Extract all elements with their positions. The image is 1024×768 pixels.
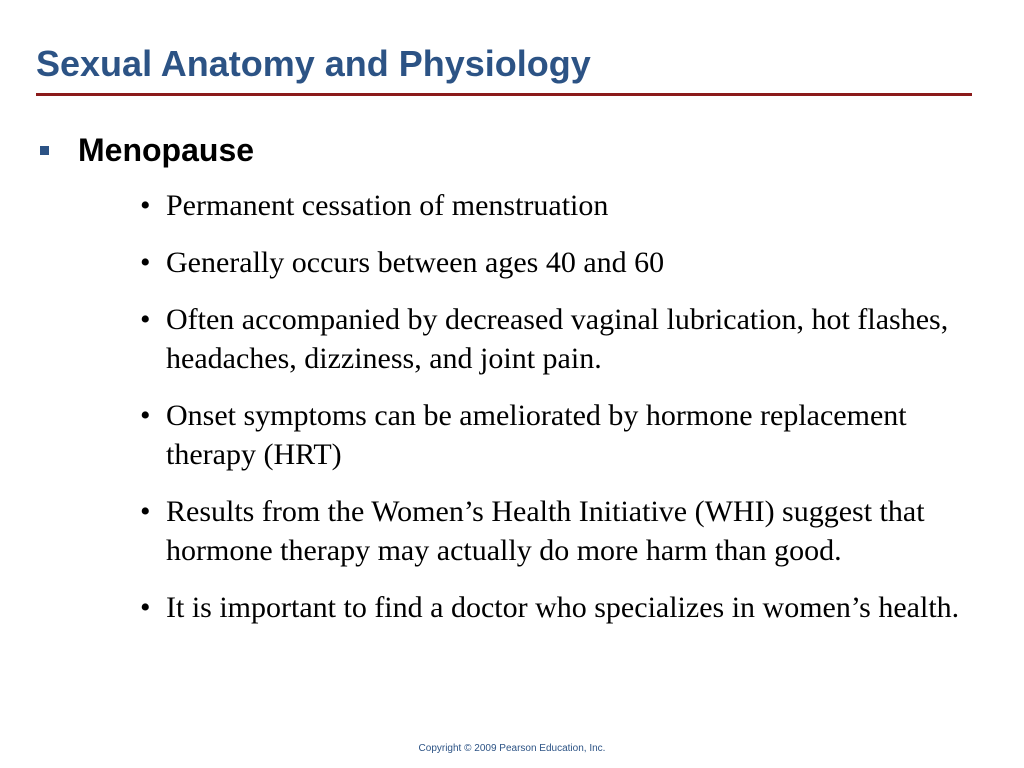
bullet-text: It is important to find a doctor who specializes in women’s health. — [166, 591, 960, 624]
bullet-dot-icon: • — [140, 189, 151, 222]
slide-title: Sexual Anatomy and Physiology — [36, 43, 591, 84]
bullet-item — [140, 243, 980, 282]
bullet-item — [140, 300, 980, 378]
bullet-text: Onset symptoms can be ameliorated by hormone replacement therapy (HRT) — [166, 399, 907, 471]
bullet-dot-icon: • — [140, 399, 151, 432]
bullet-text: Generally occurs between ages 40 and 60 — [166, 246, 665, 279]
bullet-text: Results from the Women’s Health Initiative (WHI) suggest that hormone therapy may actually do more harm than good. — [166, 495, 925, 567]
bullet-dot-icon: • — [140, 591, 151, 624]
bullet-list — [140, 186, 980, 645]
copyright-footer: Copyright © 2009 Pearson Education, Inc. — [418, 743, 606, 754]
bullet-item — [140, 492, 980, 570]
bullet-text: Permanent cessation of menstruation — [166, 189, 609, 222]
bullet-dot-icon: • — [140, 303, 151, 336]
bullet-dot-icon: • — [140, 246, 151, 279]
square-bullet-icon — [40, 146, 49, 155]
title-divider — [36, 93, 972, 96]
bullet-text: Often accompanied by decreased vaginal lubrication, hot flashes, headaches, dizziness, and joint pain. — [166, 303, 949, 375]
section-heading: Menopause — [78, 132, 255, 168]
bullet-dot-icon: • — [140, 495, 151, 528]
bullet-item — [140, 396, 980, 474]
heading-row — [40, 128, 254, 172]
bullet-item — [140, 186, 980, 225]
bullet-item — [140, 588, 980, 627]
